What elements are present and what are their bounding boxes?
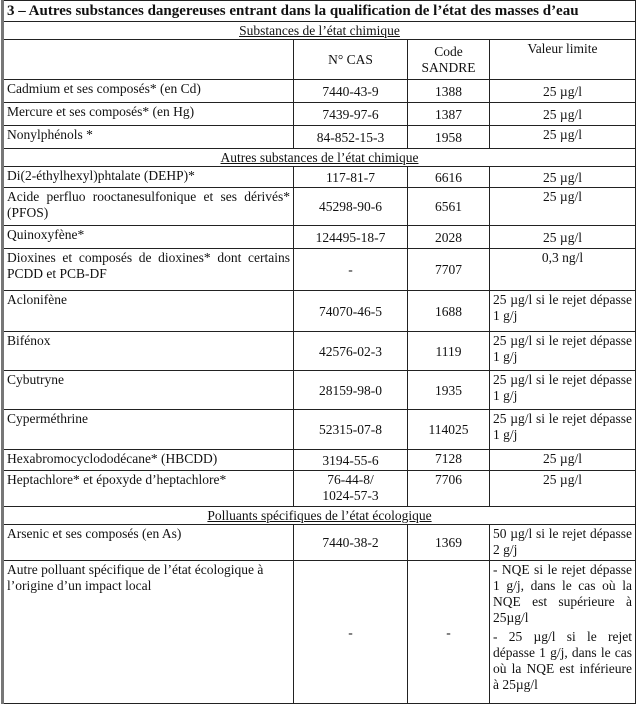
limit-value-part2: - 25 µg/l si le rejet dépasse 1 g/j, dans le cas où la NQE est inférieure à 25µg/l (493, 629, 632, 692)
header-sandre-line1: Code (434, 44, 463, 59)
table-row (3, 450, 636, 471)
table-title: 3 – Autres substances dangereuses entrant dans la qualification de l’état des masses d’eau (3, 1, 636, 22)
header-sandre-line2: SANDRE (421, 60, 476, 75)
substance-name: Quinoxyfène* (3, 226, 294, 249)
limit-value-part1: - NQE si le rejet dépasse 1 g/j, dans le cas où la NQE est supérieure à 25µg/l (493, 562, 632, 625)
cas-number: 7440-43-9 (294, 80, 408, 103)
limit-value: 25 µg/l (490, 80, 636, 103)
limit-value: 25 µg/l (490, 188, 636, 226)
cas-number-line1: 76-44-8/ (327, 472, 374, 487)
substance-name: Autre polluant spécifique de l’état écologique à l’origine d’un impact local (3, 561, 294, 704)
table-row (3, 371, 636, 410)
cas-number: - (294, 249, 408, 291)
limit-value: 0,3 ng/l (490, 249, 636, 291)
limit-value: 25 µg/l (490, 471, 636, 507)
table-row (3, 167, 636, 188)
cas-number: 7439-97-6 (294, 103, 408, 126)
sandre-code: 1958 (408, 126, 490, 149)
header-cas: N° CAS (294, 40, 408, 80)
substance-name: Acide perfluo rooctanesulfonique et ses dérivés* (PFOS) (3, 188, 294, 226)
section-heading: Autres substances de l’état chimique (3, 149, 636, 167)
substance-name: Di(2-éthylhexyl)phtalate (DEHP)* (3, 167, 294, 188)
table-row (3, 332, 636, 371)
substance-name: Nonylphénols * (3, 126, 294, 149)
cas-number: 117-81-7 (294, 167, 408, 188)
table-row (3, 525, 636, 561)
cas-number: 74070-46-5 (294, 291, 408, 332)
substance-name: Cyperméthrine (3, 410, 294, 450)
cas-number (294, 471, 408, 507)
sandre-code: 7128 (408, 450, 490, 471)
table-row (3, 471, 636, 507)
cas-number: 45298-90-6 (294, 188, 408, 226)
cas-number: - (294, 561, 408, 704)
sandre-code: 7707 (408, 249, 490, 291)
limit-value: 25 µg/l (490, 126, 636, 149)
cas-number: 3194-55-6 (294, 450, 408, 471)
sandre-code: 1935 (408, 371, 490, 410)
substance-name: Mercure et ses composés* (en Hg) (3, 103, 294, 126)
sandre-code: 1387 (408, 103, 490, 126)
table-row (3, 103, 636, 126)
limit-value: 25 µg/l si le rejet dépasse 1 g/j (490, 410, 636, 450)
table-row (3, 226, 636, 249)
header-limit: Valeur limite (490, 40, 636, 80)
cas-number: 28159-98-0 (294, 371, 408, 410)
sandre-code: 1688 (408, 291, 490, 332)
substance-name: Hexabromocyclododécane* (HBCDD) (3, 450, 294, 471)
sandre-code: - (408, 561, 490, 704)
sandre-code: 6616 (408, 167, 490, 188)
sandre-code: 7706 (408, 471, 490, 507)
section-heading-row (3, 507, 636, 525)
cas-number-line2: 1024-57-3 (322, 488, 379, 503)
sandre-code: 1388 (408, 80, 490, 103)
table-row (3, 561, 636, 704)
title-row (3, 1, 636, 22)
substance-name: Cybutryne (3, 371, 294, 410)
limit-value (490, 561, 636, 704)
header-name (3, 40, 294, 80)
substances-table (1, 0, 636, 704)
limit-value: 25 µg/l si le rejet dépasse 1 g/j (490, 371, 636, 410)
sandre-code: 6561 (408, 188, 490, 226)
section-heading-row (3, 149, 636, 167)
cas-number: 7440-38-2 (294, 525, 408, 561)
section-heading: Substances de l’état chimique (3, 22, 636, 40)
column-header-row (3, 40, 636, 80)
cas-number: 42576-02-3 (294, 332, 408, 371)
section-heading: Polluants spécifiques de l’état écologique (3, 507, 636, 525)
section-heading-row (3, 22, 636, 40)
substance-name: Aclonifène (3, 291, 294, 332)
table-row (3, 126, 636, 149)
limit-value: 25 µg/l (490, 226, 636, 249)
limit-value: 25 µg/l si le rejet dépasse 1 g/j (490, 332, 636, 371)
header-sandre (408, 40, 490, 80)
limit-value: 25 µg/l si le rejet dépasse 1 g/j (490, 291, 636, 332)
sandre-code: 1119 (408, 332, 490, 371)
cas-number: 52315-07-8 (294, 410, 408, 450)
table-row (3, 188, 636, 226)
cas-number: 84-852-15-3 (294, 126, 408, 149)
substance-name: Arsenic et ses composés (en As) (3, 525, 294, 561)
limit-value: 25 µg/l (490, 450, 636, 471)
table-row (3, 80, 636, 103)
substance-name: Cadmium et ses composés* (en Cd) (3, 80, 294, 103)
substance-name: Heptachlore* et époxyde d’heptachlore* (3, 471, 294, 507)
limit-value: 25 µg/l (490, 167, 636, 188)
substance-name: Bifénox (3, 332, 294, 371)
limit-value: 50 µg/l si le rejet dépasse 2 g/j (490, 525, 636, 561)
limit-value: 25 µg/l (490, 103, 636, 126)
table-row (3, 410, 636, 450)
cas-number: 124495-18-7 (294, 226, 408, 249)
sandre-code: 1369 (408, 525, 490, 561)
sandre-code: 2028 (408, 226, 490, 249)
table-row (3, 249, 636, 291)
sandre-code: 114025 (408, 410, 490, 450)
table-row (3, 291, 636, 332)
substance-name: Dioxines et composés de dioxines* dont certains PCDD et PCB-DF (3, 249, 294, 291)
